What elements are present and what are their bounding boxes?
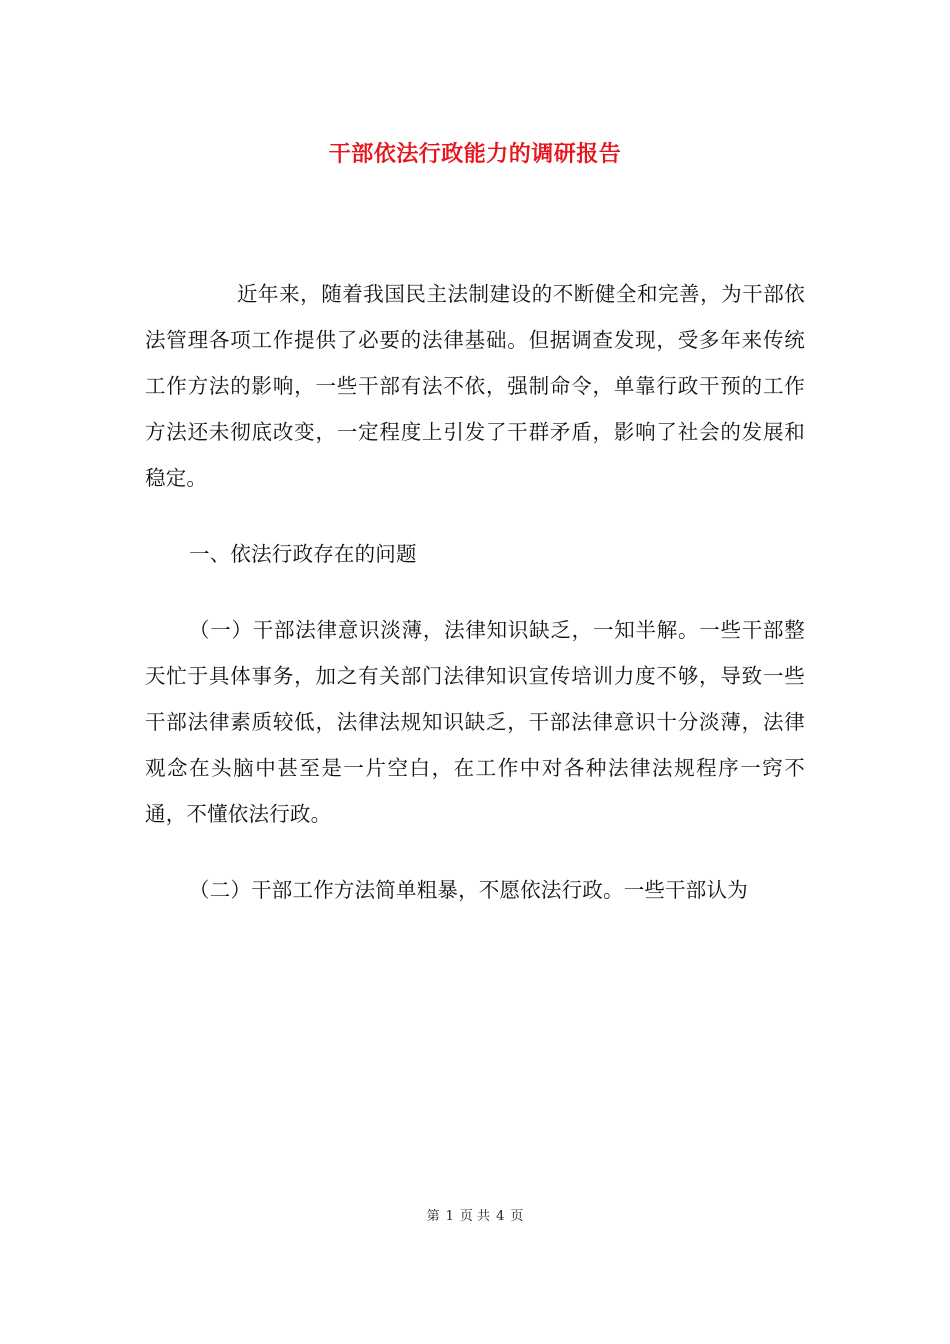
paragraph-subsection-2: （二）干部工作方法简单粗暴，不愿依法行政。一些干部认为	[189, 878, 748, 902]
paragraph-intro: 近年来，随着我国民主法制建设的不断健全和完善，为干部依法管理各项工作提供了必要的法律基础。但据调查发现，受多年来传统工作方法的影响，一些干部有法不依，强制命令，单靠行政干预的工作方法还未彻底改变，一定程度上引发了干群矛盾，影响了社会的发展和稳定。	[145, 282, 805, 490]
footer-mid: 页 共	[459, 1209, 491, 1224]
footer-total-pages: 4	[496, 1209, 505, 1224]
footer-suffix: 页	[510, 1209, 524, 1224]
document-body	[145, 271, 805, 943]
footer-prefix: 第	[426, 1209, 440, 1224]
footer-current-page: 1	[445, 1209, 454, 1224]
section-heading: 一、依法行政存在的问题	[189, 542, 417, 566]
document-title: 干部依法行政能力的调研报告	[328, 141, 622, 167]
page-footer	[0, 1208, 950, 1226]
paragraph-subsection-1: （一）干部法律意识淡薄，法律知识缺乏，一知半解。一些干部整天忙于具体事务，加之有关部门法律知识宣传培训力度不够，导致一些干部法律素质较低，法律法规知识缺乏，干部法律意识十分淡薄，法律观念在头脑中甚至是一片空白，在工作中对各种法律法规程序一窍不通，不懂依法行政。	[145, 618, 805, 826]
